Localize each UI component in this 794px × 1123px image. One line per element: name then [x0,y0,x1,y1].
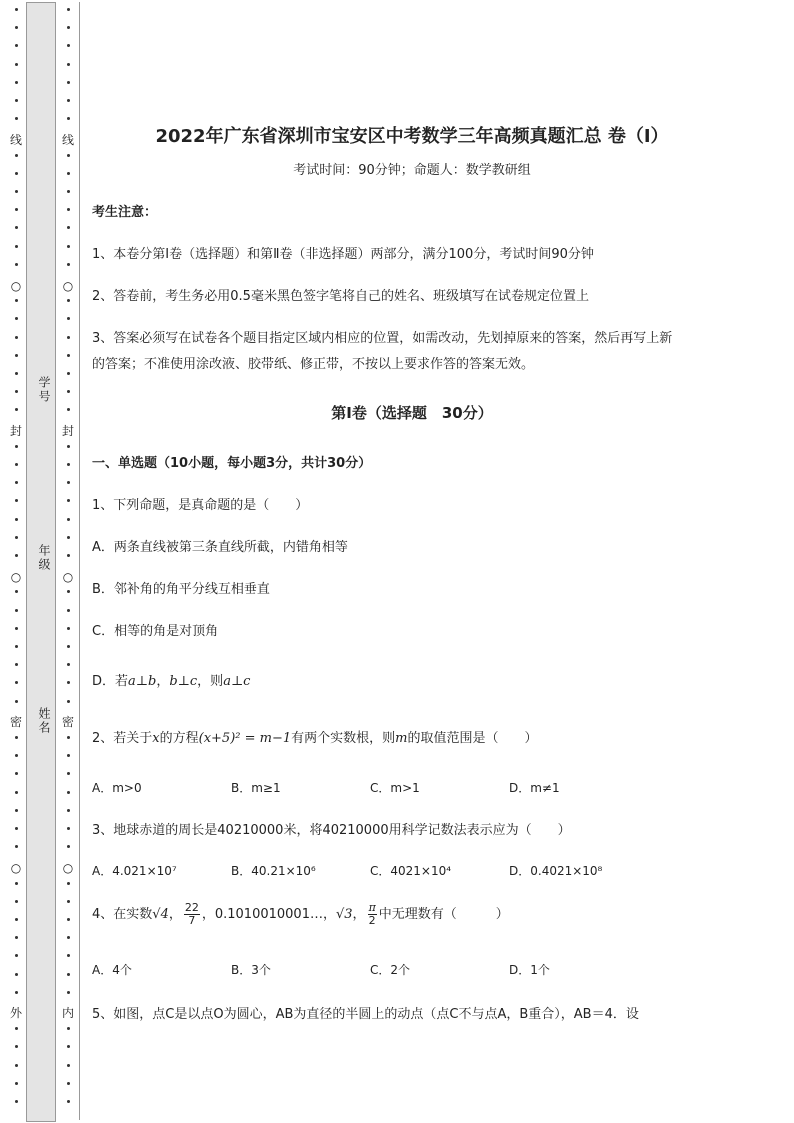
left-dot [15,1064,18,1067]
right-dot [67,463,70,466]
right-dot [67,681,70,684]
left-dot [15,354,18,357]
right-dot [67,226,70,229]
left-dot [15,1082,18,1085]
right-dot [67,117,70,120]
q1-option-b: B．邻补角的角平分线互相垂直 [92,582,270,597]
binding-rule [79,2,80,1120]
left-dot [15,1045,18,1048]
exam-subtitle: 考试时间：90分钟；命题人：数学教研组 [293,163,531,178]
left-dot [15,736,18,739]
q4-stem-a: 4、在实数 [92,907,153,923]
right-dot [67,518,70,521]
right-dot [67,408,70,411]
q3-option-b: B．40.21×10⁶ [231,864,316,878]
right-binding-mark: 密 [58,716,78,728]
part-heading: 一、单选题（10小题，每小题3分，共计30分） [92,456,372,471]
q2-option-c: C．m>1 [370,781,420,795]
right-dot [67,154,70,157]
q2-stem-a: 2、若关于 [92,731,153,746]
left-binding-mark: 外 [6,1007,26,1019]
right-dot [67,991,70,994]
q1-stem: 1、下列命题，是真命题的是（ ） [92,498,309,513]
left-dot [15,700,18,703]
left-dot [15,463,18,466]
right-dot [67,499,70,502]
left-dot [15,499,18,502]
left-dot [15,299,18,302]
left-dot [15,1100,18,1103]
left-dot [15,408,18,411]
right-dot [67,900,70,903]
left-dot [15,900,18,903]
q1-d-math3: a⊥c [223,674,251,689]
q2-option-b: B．m≥1 [231,781,281,795]
left-dot [15,99,18,102]
q1-option-a: A．两条直线被第三条直线所截，内错角相等 [92,540,348,555]
right-dot [67,936,70,939]
right-dot [67,772,70,775]
right-dot [67,536,70,539]
left-dot [15,882,18,885]
q4-sqrt3: √3 [335,907,353,923]
right-dot [67,1082,70,1085]
right-dot [67,827,70,830]
field-name: 姓名 [37,707,51,735]
left-dot [15,372,18,375]
left-dot [15,172,18,175]
left-dot [15,536,18,539]
right-dot [67,481,70,484]
right-dot [67,1027,70,1030]
left-dot [15,44,18,47]
right-dot [67,663,70,666]
q2-stem-d: 的取值范围是（ ） [407,731,538,746]
left-dot [15,809,18,812]
q4-stem-c: 中无理数有（ ） [378,907,509,923]
q4-option-a: A．4个 [92,963,132,977]
right-dot [67,245,70,248]
right-dot [67,99,70,102]
right-dot [67,609,70,612]
left-dot [15,609,18,612]
left-dot [15,645,18,648]
q2-var-x: x [152,731,160,746]
right-dot [67,44,70,47]
notice-heading: 考生注意： [92,205,158,220]
right-dot [67,317,70,320]
left-dot [15,1027,18,1030]
right-dot [67,918,70,921]
right-binding-mark: 线 [58,134,78,146]
right-dot [67,8,70,11]
q2-stem [92,727,538,746]
left-dot [15,772,18,775]
left-dot [15,63,18,66]
right-binding-mark: ○ [58,280,78,292]
q1-d-sep: ， [156,674,170,689]
q2-stem-b: 的方程 [159,731,199,746]
q1-d-then: ，则 [197,674,224,689]
q2-option-a: A．m>0 [92,781,142,795]
left-dot [15,336,18,339]
right-binding-mark: 封 [58,425,78,437]
q1-option-d [92,670,250,689]
left-dot [15,26,18,29]
right-dot [67,172,70,175]
right-dot [67,1064,70,1067]
right-dot [67,736,70,739]
left-dot [15,390,18,393]
left-binding-mark: ○ [6,571,26,583]
q3-option-c: C．4021×10⁴ [370,864,452,878]
left-dot [15,81,18,84]
left-dot [15,754,18,757]
right-dot [67,882,70,885]
exam-title: 2022年广东省深圳市宝安区中考数学三年高频真题汇总 卷（Ⅰ） [155,126,669,147]
right-dot [67,554,70,557]
q4-option-d: D．1个 [509,963,550,977]
left-dot [15,954,18,957]
right-dot [67,1045,70,1048]
q2-option-d: D．m≠1 [509,781,560,795]
left-dot [15,791,18,794]
q1-d-math1: a⊥b [128,674,157,689]
q4-pi-den: 2 [368,914,376,928]
left-dot [15,991,18,994]
left-dot [15,590,18,593]
left-dot [15,936,18,939]
left-dot [15,317,18,320]
q4-option-b: B．3个 [231,963,271,977]
left-dot [15,208,18,211]
left-binding-mark: 封 [6,425,26,437]
left-dot [15,681,18,684]
right-binding-mark: ○ [58,571,78,583]
right-binding-mark: ○ [58,862,78,874]
left-dot [15,8,18,11]
left-dot [15,263,18,266]
q1-d-prefix: D．若 [92,674,129,689]
q4-pi-fraction [368,902,377,927]
left-dot [15,154,18,157]
left-dot [15,663,18,666]
q2-stem-c: 有两个实数根，则 [291,731,396,746]
right-dot [67,954,70,957]
left-binding-mark: 密 [6,716,26,728]
left-dot [15,554,18,557]
right-dot [67,372,70,375]
right-dot [67,299,70,302]
q4-option-c: C．2个 [370,963,411,977]
right-dot [67,590,70,593]
right-dot [67,1100,70,1103]
notice-item-3: 3、答案必须写在试卷各个题目指定区域内相应的位置，如需改动，先划掉原来的答案，然后再写上新 [92,331,673,346]
left-dot [15,245,18,248]
right-dot [67,354,70,357]
left-dot [15,827,18,830]
left-dot [15,190,18,193]
q5-stem: 5、如图，点C是以点O为圆心，AB为直径的半圆上的动点（点C不与点A，B重合），AB＝4．设 [92,1007,639,1022]
right-dot [67,700,70,703]
right-dot [67,63,70,66]
left-dot [15,845,18,848]
left-dot [15,973,18,976]
right-dot [67,445,70,448]
right-dot [67,627,70,630]
right-dot [67,336,70,339]
right-dot [67,809,70,812]
left-dot [15,226,18,229]
right-dot [67,26,70,29]
q3-stem: 3、地球赤道的周长是40210000米，将40210000用科学记数法表示应为（ ） [92,823,571,838]
field-grade: 年级 [37,544,51,572]
right-dot [67,645,70,648]
left-dot [15,481,18,484]
right-dot [67,208,70,211]
left-binding-mark: 线 [6,134,26,146]
q4-stem-b: ，0.1010010001…， [201,907,336,923]
notice-item-3-cont: 的答案；不准使用涂改液、胶带纸、修正带，不按以上要求作答的答案无效。 [92,357,535,372]
left-dot [15,627,18,630]
q4-stem: 4、在实数√4， $\frac{22}{7}$ ，0.1010010001…，√3， $\frac{\pi}{2}$ 中无理数有（ ） [92,901,509,928]
left-dot [15,918,18,921]
q3-option-d: D．0.4021×10⁸ [509,864,603,878]
right-dot [67,81,70,84]
q1-option-c: C．相等的角是对顶角 [92,624,219,639]
right-dot [67,754,70,757]
left-dot [15,445,18,448]
notice-item-1: 1、本卷分第Ⅰ卷（选择题）和第Ⅱ卷（非选择题）两部分，满分100分，考试时间90分钟 [92,247,594,262]
notice-item-2: 2、答卷前，考生务必用0.5毫米黑色签字笔将自己的姓名、班级填写在试卷规定位置上 [92,289,589,304]
right-dot [67,791,70,794]
q2-equation: (x+5)² = m−1 [198,731,292,746]
q3-option-a: A．4.021×10⁷ [92,864,177,878]
right-binding-mark: 内 [58,1007,78,1019]
right-dot [67,973,70,976]
q4-frac-num: 22 [184,901,199,914]
right-dot [67,390,70,393]
q4-sqrt4: √4 [152,907,169,923]
left-dot [15,518,18,521]
section-title: 第Ⅰ卷（选择题 30分） [331,404,493,422]
q4-fraction [184,902,200,927]
left-binding-mark: ○ [6,280,26,292]
q1-d-math2: b⊥c [169,674,198,689]
right-dot [67,845,70,848]
left-dot [15,117,18,120]
right-dot [67,190,70,193]
field-student-number: 学号 [37,376,51,404]
left-binding-mark: ○ [6,862,26,874]
right-dot [67,263,70,266]
q4-frac-den: 7 [188,914,196,928]
q4-pi-num: π [368,901,376,914]
q2-var-m: m [395,731,408,746]
